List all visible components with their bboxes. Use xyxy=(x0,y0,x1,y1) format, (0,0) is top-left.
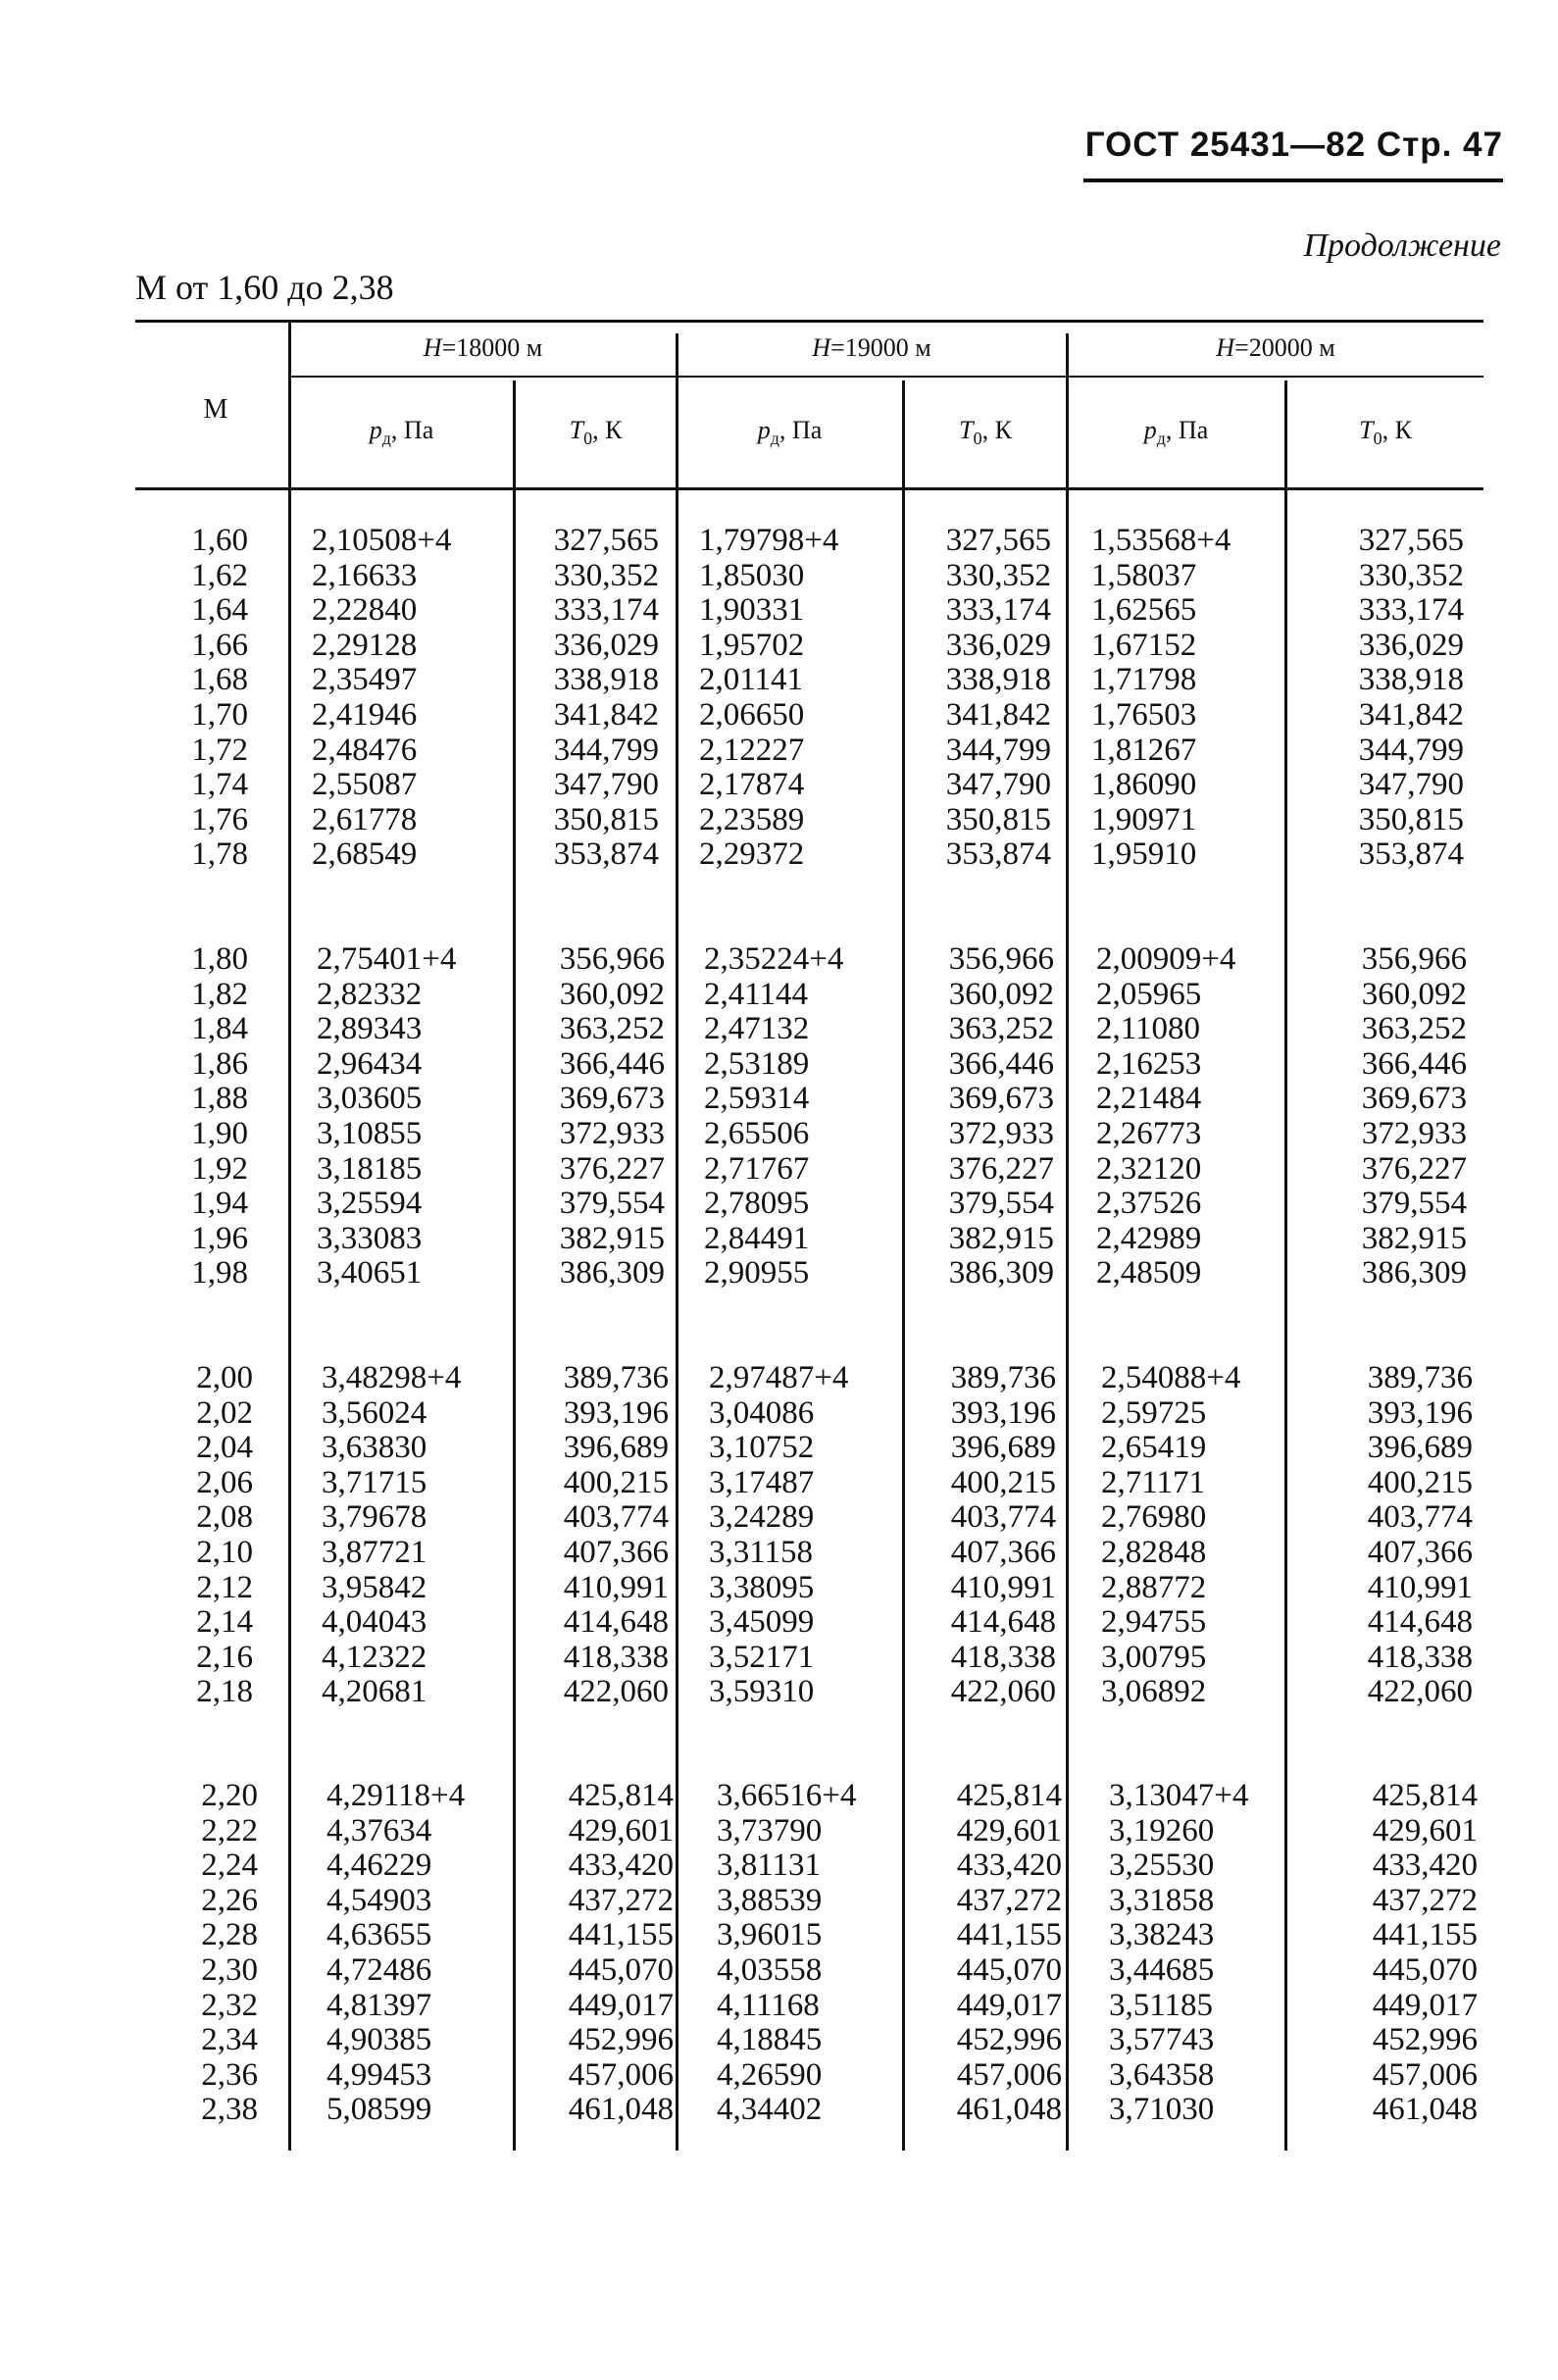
altitude-value: =18000 м xyxy=(441,333,543,362)
pressure-subscript: д xyxy=(1156,429,1166,449)
pressure-symbol: p xyxy=(1143,416,1157,444)
pressure-values-19000: 2,35224+4 2,41144 2,47132 2,53189 2,59314 2,65506 2,71767 2,78095 2,84491 2,90955 xyxy=(704,941,844,1291)
pressure-values-18000: 2,10508+4 2,16633 2,22840 2,29128 2,35497 2,41946 2,48476 2,55087 2,61778 2,68549 xyxy=(312,523,452,873)
pressure-values-20000: 2,00909+4 2,05965 2,11080 2,16253 2,21484 2,26773 2,32120 2,37526 2,42989 2,48509 xyxy=(1096,941,1236,1291)
mach-values: 1,60 1,62 1,64 1,66 1,68 1,70 1,72 1,74 1,76 1,78 xyxy=(191,523,248,873)
pressure-subscript: д xyxy=(770,429,779,449)
temperature-values-19000: 425,814 429,601 433,420 437,272 441,155 445,070 449,017 452,996 457,006 461,048 xyxy=(956,1778,1062,2128)
mach-values: 1,80 1,82 1,84 1,86 1,88 1,90 1,92 1,94 1,96 1,98 xyxy=(191,941,248,1291)
pressure-unit: , Па xyxy=(390,416,434,444)
pressure-column-header xyxy=(678,416,902,449)
temperature-values-18000: 425,814 429,601 433,420 437,272 441,155 445,070 449,017 452,996 457,006 461,048 xyxy=(568,1778,674,2128)
temperature-values-20000: 389,736 393,196 396,689 400,215 403,774 407,366 410,991 414,648 418,338 422,060 xyxy=(1367,1360,1473,1710)
pressure-values-19000: 2,97487+4 3,04086 3,10752 3,17487 3,24289 3,31158 3,38095 3,45099 3,52171 3,59310 xyxy=(709,1360,849,1710)
column-divider xyxy=(676,333,678,2151)
temperature-symbol: T xyxy=(959,416,974,444)
header-rule xyxy=(1083,178,1503,182)
pressure-column-header xyxy=(1068,416,1284,449)
temperature-values-18000: 389,736 393,196 396,689 400,215 403,774 407,366 410,991 414,648 418,338 422,060 xyxy=(563,1360,669,1710)
temperature-unit: , К xyxy=(981,416,1012,444)
temperature-values-18000: 327,565 330,352 333,174 336,029 338,918 341,842 344,799 347,790 350,815 353,874 xyxy=(553,523,659,873)
altitude-group-header xyxy=(678,333,1066,363)
temperature-subscript: 0 xyxy=(973,429,982,449)
column-divider xyxy=(902,380,905,2151)
pressure-values-19000: 3,66516+4 3,73790 3,81131 3,88539 3,96015 4,03558 4,11168 4,18845 4,26590 4,34402 xyxy=(717,1778,857,2128)
page-header xyxy=(1083,126,1503,165)
pressure-subscript: д xyxy=(381,429,391,449)
table-header-bottom-rule xyxy=(135,487,1483,490)
temperature-values-20000: 356,966 360,092 363,252 366,446 369,673 372,933 376,227 379,554 382,915 386,309 xyxy=(1361,941,1467,1291)
temperature-values-19000: 327,565 330,352 333,174 336,029 338,918 341,842 344,799 347,790 350,815 353,874 xyxy=(945,523,1051,873)
pressure-values-18000: 4,29118+4 4,37634 4,46229 4,54903 4,63655 4,72486 4,81397 4,90385 4,99453 5,08599 xyxy=(327,1778,466,2128)
temperature-values-19000: 389,736 393,196 396,689 400,215 403,774 407,366 410,991 414,648 418,338 422,060 xyxy=(950,1360,1056,1710)
temperature-column-header xyxy=(905,416,1066,449)
pressure-values-19000: 1,79798+4 1,85030 1,90331 1,95702 2,01141 2,06650 2,12227 2,17874 2,23589 2,29372 xyxy=(699,523,839,873)
mach-values: 2,20 2,22 2,24 2,26 2,28 2,30 2,32 2,34 2,36 2,38 xyxy=(201,1778,258,2128)
temperature-subscript: 0 xyxy=(583,429,593,449)
column-divider xyxy=(513,380,516,2151)
temperature-subscript: 0 xyxy=(1373,429,1382,449)
pressure-values-18000: 2,75401+4 2,82332 2,89343 2,96434 3,03605 3,10855 3,18185 3,25594 3,33083 3,40651 xyxy=(317,941,457,1291)
altitude-value: =19000 м xyxy=(830,333,931,362)
pressure-symbol: p xyxy=(757,416,771,444)
temperature-values-18000: 356,966 360,092 363,252 366,446 369,673 372,933 376,227 379,554 382,915 386,309 xyxy=(559,941,665,1291)
temperature-symbol: T xyxy=(569,416,584,444)
pressure-symbol: p xyxy=(369,416,382,444)
altitude-group-header xyxy=(290,333,676,363)
column-divider xyxy=(1284,380,1287,2151)
altitude-group-header xyxy=(1068,333,1483,363)
pressure-values-20000: 3,13047+4 3,19260 3,25530 3,31858 3,38243 3,44685 3,51185 3,57743 3,64358 3,71030 xyxy=(1109,1778,1249,2128)
range-title: М от 1,60 до 2,38 xyxy=(135,268,394,307)
group-header-rule xyxy=(290,376,1483,378)
page-label: Стр. 47 xyxy=(1376,126,1503,164)
temperature-values-20000: 327,565 330,352 333,174 336,029 338,918 341,842 344,799 347,790 350,815 353,874 xyxy=(1358,523,1464,873)
altitude-symbol: H xyxy=(423,333,442,362)
mach-values: 2,00 2,02 2,04 2,06 2,08 2,10 2,12 2,14 2,16 2,18 xyxy=(196,1360,253,1710)
pressure-values-20000: 2,54088+4 2,59725 2,65419 2,71171 2,76980 2,82848 2,88772 2,94755 3,00795 3,06892 xyxy=(1101,1360,1241,1710)
temperature-values-20000: 425,814 429,601 433,420 437,272 441,155 445,070 449,017 452,996 457,006 461,048 xyxy=(1372,1778,1478,2128)
mach-column-header: М xyxy=(203,394,228,425)
temperature-column-header xyxy=(516,416,676,449)
temperature-unit: , К xyxy=(1382,416,1412,444)
temperature-column-header xyxy=(1287,416,1483,449)
altitude-value: =20000 м xyxy=(1234,333,1335,362)
pressure-values-18000: 3,48298+4 3,56024 3,63830 3,71715 3,79678 3,87721 3,95842 4,04043 4,12322 4,20681 xyxy=(322,1360,462,1710)
continuation-label: Продолжение xyxy=(1303,228,1501,264)
standard-number: ГОСТ 25431—82 xyxy=(1084,126,1367,164)
altitude-symbol: H xyxy=(812,333,831,362)
altitude-symbol: H xyxy=(1216,333,1235,362)
pressure-column-header xyxy=(290,416,513,449)
temperature-values-19000: 356,966 360,092 363,252 366,446 369,673 372,933 376,227 379,554 382,915 386,309 xyxy=(948,941,1054,1291)
pressure-values-20000: 1,53568+4 1,58037 1,62565 1,67152 1,71798 1,76503 1,81267 1,86090 1,90971 1,95910 xyxy=(1091,523,1231,873)
pressure-unit: , Па xyxy=(779,416,823,444)
pressure-unit: , Па xyxy=(1165,416,1209,444)
column-divider xyxy=(1066,333,1069,2151)
table-top-rule xyxy=(135,320,1483,323)
column-divider xyxy=(288,320,291,2151)
temperature-symbol: T xyxy=(1359,416,1374,444)
temperature-unit: , К xyxy=(592,416,623,444)
